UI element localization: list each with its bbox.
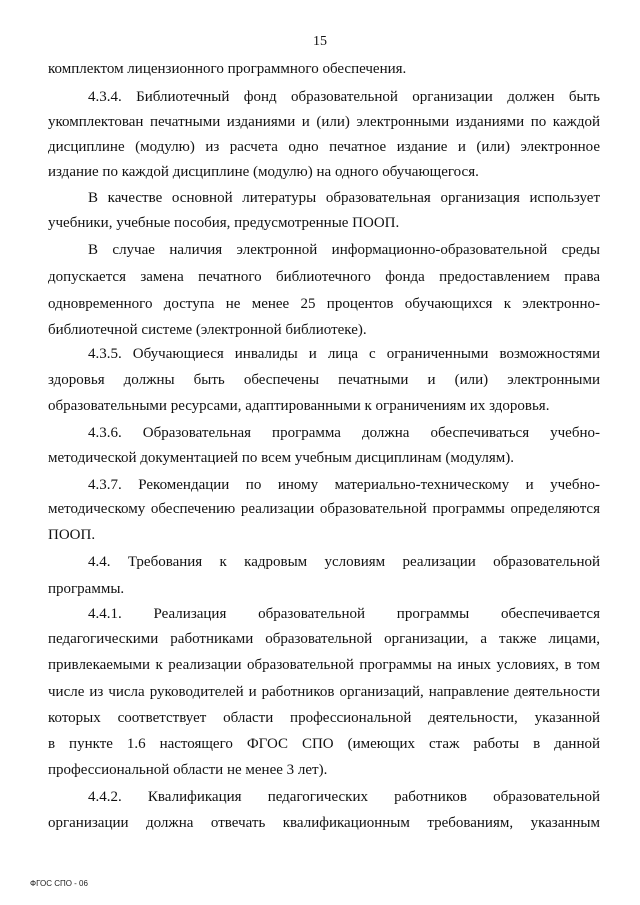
text-line: привлекаемыми к реализации образовательной программы на иных условиях, в том <box>48 657 600 673</box>
text-line: В случае наличия электронной информационно-образовательной среды <box>88 242 600 258</box>
text-line: ПООП. <box>48 527 96 543</box>
text-line: допускается замена печатного библиотечного фонда предоставлением права <box>48 269 600 285</box>
text-line: библиотечной системе (электронной библиотеке). <box>48 322 367 338</box>
text-line: здоровья должны быть обеспечены печатными и (или) электронными <box>48 372 600 388</box>
text-line: 4.3.6. Образовательная программа должна обеспечиваться учебно- <box>88 425 600 441</box>
text-line: 4.3.7. Рекомендации по иному материально-техническому и учебно- <box>88 477 600 493</box>
text-line: 4.3.5. Обучающиеся инвалиды и лица с ограниченными возможностями <box>88 346 600 362</box>
text-line: которых соответствует области профессиональной деятельности, указанной <box>48 710 600 726</box>
text-line: издание по каждой дисциплине (модулю) на одного обучающегося. <box>48 164 479 180</box>
text-line: комплектом лицензионного программного обеспечения. <box>48 61 407 77</box>
text-line: педагогическими работниками образовательной организации, а также лицами, <box>48 631 600 647</box>
text-line: 4.4.1. Реализация образовательной программы обеспечивается <box>88 606 600 622</box>
text-line: В качестве основной литературы образовательная организация использует <box>88 190 600 206</box>
document-footer: ФГОС СПО - 06 <box>30 879 88 888</box>
text-line: образовательными ресурсами, адаптированными к ограничениям их здоровья. <box>48 398 550 414</box>
text-line: учебники, учебные пособия, предусмотренные ПООП. <box>48 215 400 231</box>
page-number: 15 <box>313 34 327 49</box>
section-heading: программы. <box>48 581 125 597</box>
text-line: в пункте 1.6 настоящего ФГОС СПО (имеющих стаж работы в данной <box>48 736 600 752</box>
text-line: числе из числа руководителей и работников организаций, направление деятельности <box>48 684 600 700</box>
text-line: организации должна отвечать квалификационным требованиям, указанным <box>48 815 600 831</box>
text-line: методическому обеспечению реализации образовательной программы определяются <box>48 501 600 517</box>
text-line: методической документацией по всем учебным дисциплинам (модулям). <box>48 450 515 466</box>
text-line: профессиональной области не менее 3 лет). <box>48 762 328 778</box>
text-line: укомплектован печатными изданиями и (или) электронными изданиями по каждой <box>48 114 600 130</box>
text-line: дисциплине (модулю) из расчета одно печатное издание и (или) электронное <box>48 139 600 155</box>
text-line: 4.4.2. Квалификация педагогических работников образовательной <box>88 789 600 805</box>
text-line: 4.3.4. Библиотечный фонд образовательной организации должен быть <box>88 89 600 105</box>
section-heading: 4.4. Требования к кадровым условиям реализации образовательной <box>88 554 600 570</box>
text-line: одновременного доступа не менее 25 процентов обучающихся к электронно- <box>48 296 600 312</box>
